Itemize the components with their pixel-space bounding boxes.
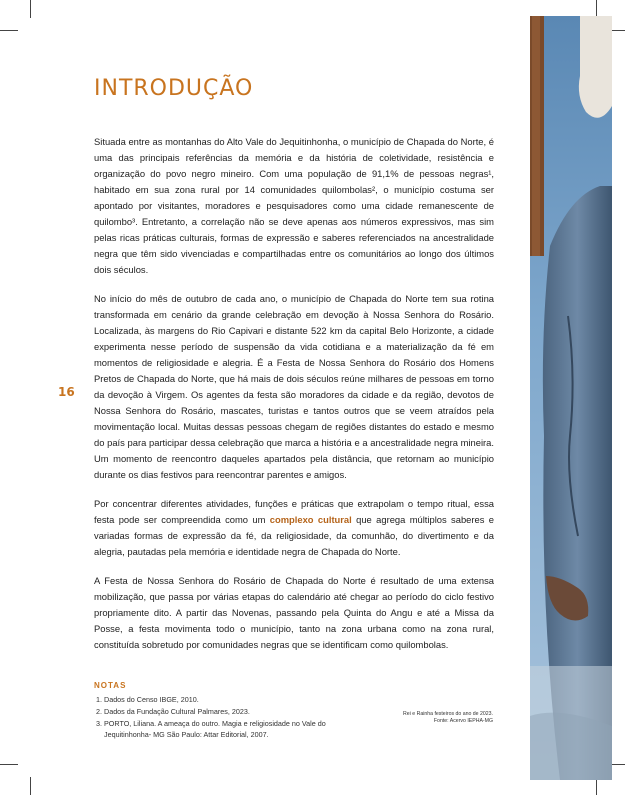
crop-mark: [0, 764, 18, 765]
note-item: 3. PORTO, Liliana. A ameaça do outro. Magia e religiosidade no Vale do Jequitinhonha- MG São Paulo: Attar Editorial, 2007.: [104, 718, 344, 740]
caption-source: Fonte: Acervo IEPHA-MG: [433, 718, 493, 724]
paragraph-3-start: Por concentrar diferentes atividades, funções e práticas que extrapolam o tempo ritual, essa festa pode ser compreendida como um: [94, 498, 494, 525]
highlighted-term: complexo cultural: [269, 514, 352, 525]
paragraph-3-end: que agrega múltiplos saberes e variadas formas de expressão da fé, da religiosidade, da comunhão, do divertimento e da alegria, pautadas pela memória e identidade negra de Chapada do Norte.: [94, 514, 494, 557]
notes-list: [94, 694, 344, 740]
crop-mark: [30, 777, 31, 795]
crop-mark: [30, 0, 31, 18]
paragraph-4: A Festa de Nossa Senhora do Rosário de Chapada do Norte é resultado de uma extensa mobilização, que passa por várias etapas do calendário até chegar ao período do ciclo festivo propriamente dito. A partir das Novenas, passando pela Quinta do Angu e até a Missa da Posse, a festa movimenta todo o município, tanto na zona urbana como na zona rural, constituída sobretudo por comunidades negras que se identificam como quilombolas.: [94, 575, 494, 650]
note-item: 2. Dados da Fundação Cultural Palmares, 2023.: [104, 706, 344, 717]
crop-mark: [0, 30, 18, 31]
page-title: INTRODUÇÃO: [94, 76, 254, 101]
notes-section: [94, 680, 344, 741]
photo-illustration: [530, 16, 612, 780]
page-number: 16: [58, 385, 75, 399]
notes-title: NOTAS: [94, 681, 127, 690]
paragraph-2: No início do mês de outubro de cada ano, o município de Chapada do Norte tem sua rotina transformada em cenário da grande celebração em devoção à Nossa Senhora do Rosário. Localizada, às margens do Rio Capivari e distante 522 km da capital Belo Horizonte, a cidade experimenta nesse período de suspensão da vida cotidiana e a materialização da fé em momentos de religiosidade e alegria. É a Festa de Nossa Senhora do Rosário dos Homens Pretos de Chapada do Norte, que há mais de dois séculos reúne milhares de pessoas em torno da devoção à Virgem. Os agentes da festa são moradores da cidade e da região, devotos de Nossa Senhora do Rosário, mascates, turistas e tantos outros que se veem atraídos pela movimentação local. Muitas dessas pessoas chegam de regiões distantes do estado e mesmo do país para participar dessa celebração que marca a história e a ancestralidade negra mineira. Um momento de reencontro daqueles apartados pela distância, que retornam ao município durante os dias festivos para reencontrar parentes e amigos.: [94, 293, 494, 480]
photo-caption: [360, 711, 493, 725]
note-item: 1. Dados do Censo IBGE, 2010.: [104, 694, 344, 705]
paragraph-3: [94, 496, 494, 560]
photo-person-in-suit: [530, 16, 612, 780]
paragraph-1: Situada entre as montanhas do Alto Vale do Jequitinhonha, o município de Chapada do Norte, é uma das principais referências da memória e da história de coletividade, resistência e organização do povo negro mineiro. Com uma população de 91,1% de pessoas negras¹, habitado em sua zona rural por 14 comunidades quilombolas², o município costuma ser apontado por visitantes, moradores e pesquisadores como uma cidade remanescente de quilombo³. Entretanto, a correlação não se deve apenas aos números expressivos, mas sim pelas ricas práticas culturais, formas de expressão e saberes referenciados na ancestralidade negra que têm sido vivenciadas e compartilhadas entre os comunitários ao longo dos últimos dois séculos.: [94, 136, 494, 275]
caption-line: Rei e Rainha festeiros do ano de 2023.: [403, 711, 493, 717]
body-text: [94, 134, 494, 666]
